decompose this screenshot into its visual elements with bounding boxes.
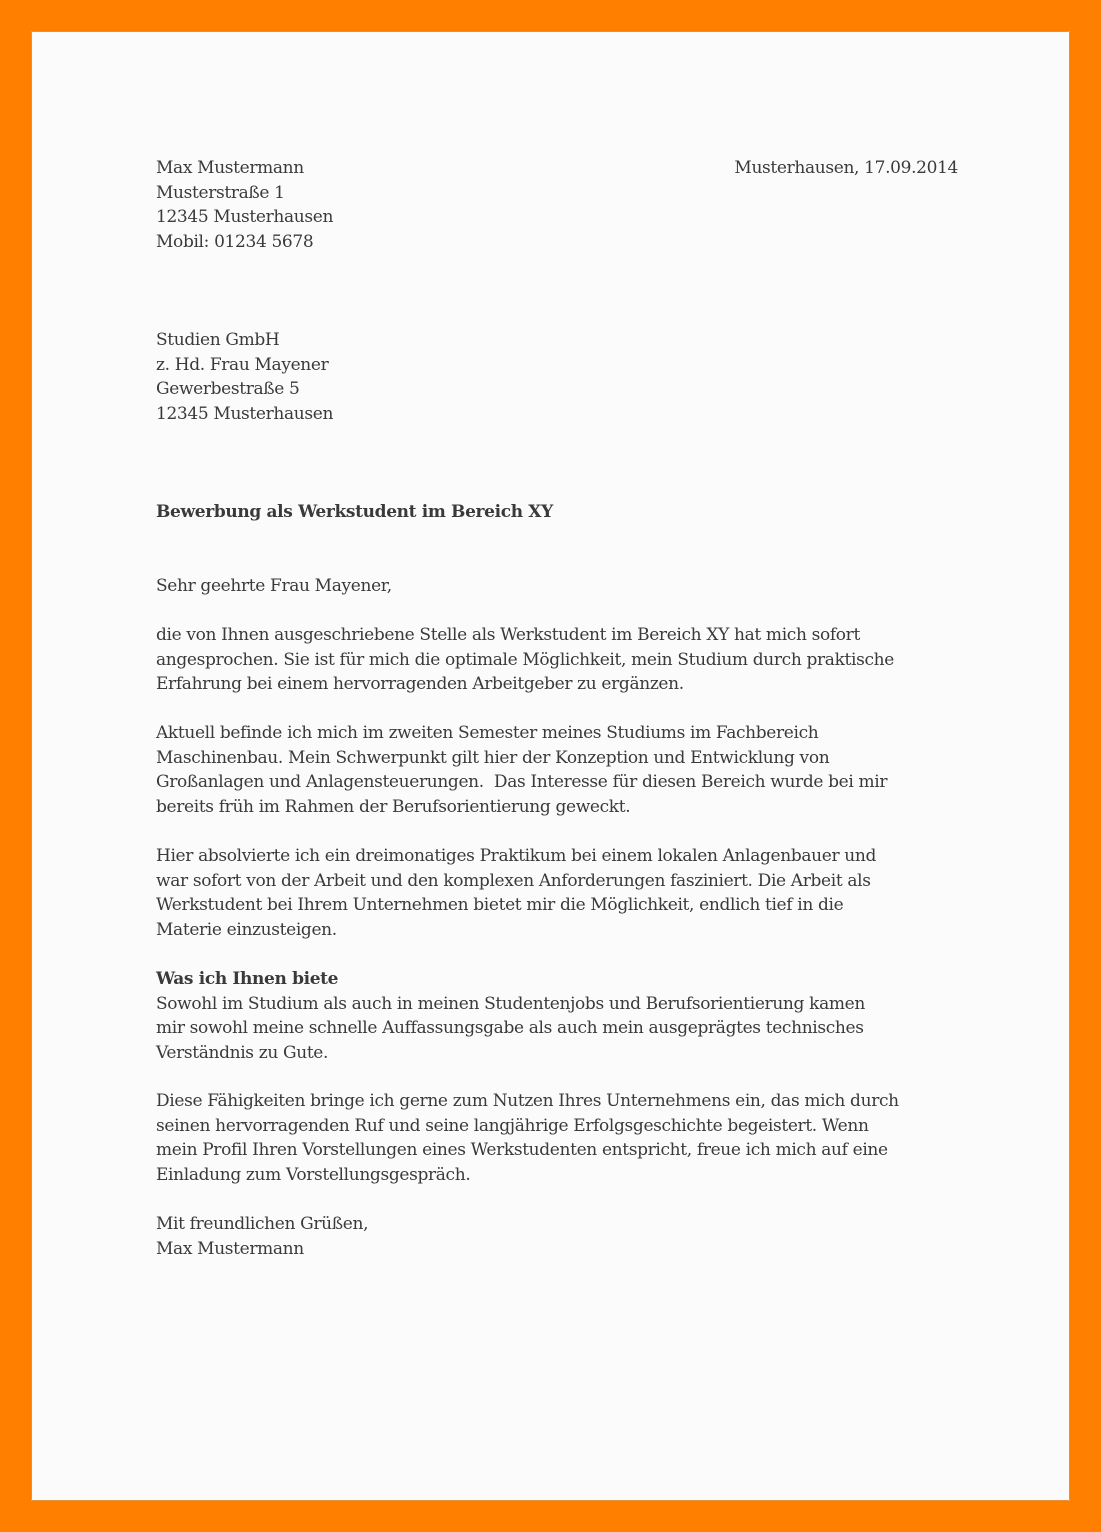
paragraph-line: Erfahrung bei einem hervorragenden Arbeitgeber zu ergänzen. bbox=[156, 674, 684, 695]
closing-block bbox=[156, 1212, 368, 1261]
paragraph-line: Sowohl im Studium als auch in meinen Studentenjobs und Berufsorientierung kamen bbox=[156, 993, 865, 1014]
paragraph-line: Diese Fähigkeiten bringe ich gerne zum Nutzen Ihres Unternehmens ein, das mich durch bbox=[156, 1091, 899, 1111]
paragraph-line: Materie einzusteigen. bbox=[156, 919, 337, 940]
paragraph-line: seinen hervorragenden Ruf und seine langjährige Erfolgsgeschichte begeistert. Wenn bbox=[156, 1115, 869, 1136]
paragraph-line: bereits früh im Rahmen der Berufsorientierung geweckt. bbox=[156, 796, 631, 817]
place-date: Musterhausen, 17.09.2014 bbox=[734, 158, 958, 178]
sender-city: 12345 Musterhausen bbox=[156, 207, 334, 228]
paragraph-line: war sofort von der Arbeit und den komplexen Anforderungen fasziniert. Die Arbeit als bbox=[156, 870, 871, 891]
sender-address bbox=[156, 156, 333, 254]
paragraph-line: Hier absolvierte ich ein dreimonatiges Praktikum bei einem lokalen Anlagenbauer und bbox=[156, 846, 877, 866]
section-heading: Was ich Ihnen biete bbox=[156, 969, 339, 989]
recipient-attn: z. Hd. Frau Mayener bbox=[156, 354, 329, 375]
sender-street: Musterstraße 1 bbox=[156, 182, 285, 203]
sender-phone: Mobil: 01234 5678 bbox=[156, 231, 314, 252]
salutation-block bbox=[156, 574, 392, 599]
paragraph-line: Maschinenbau. Mein Schwerpunkt gilt hier der Konzeption und Entwicklung von bbox=[156, 747, 830, 768]
recipient-address bbox=[156, 328, 333, 426]
paragraph-1 bbox=[156, 623, 894, 697]
paragraph-line: Verständnis zu Gute. bbox=[156, 1042, 329, 1063]
paragraph-line: Großanlagen und Anlagensteuerungen. Das Interesse für diesen Bereich wurde bei mir bbox=[156, 772, 888, 793]
recipient-company: Studien GmbH bbox=[156, 330, 280, 350]
signature: Max Mustermann bbox=[156, 1238, 304, 1259]
paragraph-3 bbox=[156, 844, 876, 942]
paragraph-line: mein Profil Ihren Vorstellungen eines Werkstudenten entspricht, freue ich mich auf eine bbox=[156, 1140, 888, 1161]
closing: Mit freundlichen Grüßen, bbox=[156, 1214, 369, 1234]
offer-section bbox=[156, 967, 865, 1065]
paragraph-line: angesprochen. Sie ist für mich die optimale Möglichkeit, mein Studium durch praktische bbox=[156, 649, 894, 670]
recipient-city: 12345 Musterhausen bbox=[156, 403, 334, 424]
subject-line: Bewerbung als Werkstudent im Bereich XY bbox=[156, 502, 553, 522]
sender-name: Max Mustermann bbox=[156, 158, 304, 178]
paragraph-2 bbox=[156, 721, 887, 819]
paragraph-5 bbox=[156, 1089, 899, 1187]
letter-page bbox=[32, 32, 1069, 1500]
paragraph-line: Aktuell befinde ich mich im zweiten Semester meines Studiums im Fachbereich bbox=[156, 723, 819, 743]
salutation: Sehr geehrte Frau Mayener, bbox=[156, 576, 392, 596]
paragraph-line: Werkstudent bei Ihrem Unternehmen bietet mir die Möglichkeit, endlich tief in die bbox=[156, 895, 844, 916]
paragraph-line: die von Ihnen ausgeschriebene Stelle als Werkstudent im Bereich XY hat mich sofort bbox=[156, 625, 860, 645]
recipient-street: Gewerbestraße 5 bbox=[156, 379, 300, 400]
paragraph-line: Einladung zum Vorstellungsgespräch. bbox=[156, 1164, 471, 1185]
paragraph-line: mir sowohl meine schnelle Auffassungsgabe als auch mein ausgeprägtes technisches bbox=[156, 1018, 864, 1039]
subject-block bbox=[156, 500, 553, 525]
